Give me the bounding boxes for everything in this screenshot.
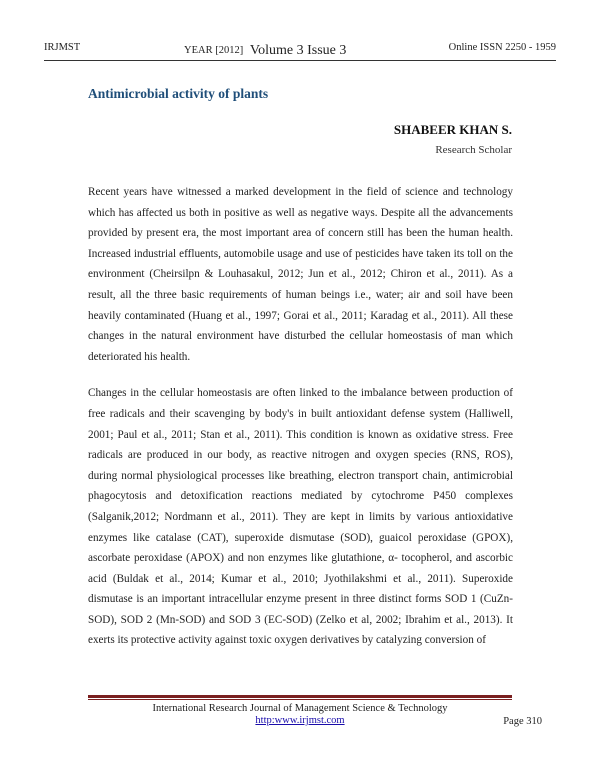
paragraph: Recent years have witnessed a marked development in the field of science and technology which has affected us both in positive as well as negative ways. Despite all the advancements provided by present era, the most important area of concern still has been the human health. Increased industrial effluents, automobile usage and use of pesticides have taken its toll on the environment (Cheirsilpn & Louhasakul, 2012; Jun et al., 2012; Chiron et al., 2011). As a result, all the three basic requirements of human beings i.e., water; air and soil have been heavily contaminated (Huang et al., 1997; Gorai et al., 2011; Karadag et al., 2011). All these changes in the natural environment have disturbed the cellular homeostasis of man which deteriorated his health.	[88, 186, 513, 363]
author-role: Research Scholar	[435, 144, 512, 156]
volume-label: Volume 3 Issue 3	[249, 43, 347, 58]
page-number: Page 310	[503, 716, 542, 727]
journal-abbrev: IRJMST	[44, 42, 81, 53]
footer-journal-name: International Research Journal of Management Science & Technology	[152, 703, 448, 714]
footer-divider-thick	[88, 695, 512, 698]
author-name: SHABEER KHAN S.	[393, 122, 512, 137]
paragraph: Changes in the cellular homeostasis are often linked to the imbalance between production of free radicals and their scavenging by body's in built antioxidant defense system (Halliwell, 2001; Paul et al., 2011; Stan et al., 2011). This condition is known as oxidative stress. Free radicals are produced in our body, as reactive nitrogen and oxygen species (RNS, ROS), during normal physiological processes like breathing, electron transport chain, antimicrobial phagocytosis and detoxification reactions mediated by cytochrome P450 complexes (Salganik,2012; Nordmann et al., 2011). They are kept in limits by various antioxidative enzymes like catalase (CAT), superoxide dismutase (SOD), guaicol peroxidase (GPOX), ascorbate peroxidase (APOX) and non enzymes like glutathione, α- tocopherol, and ascorbic acid (Buldak et al., 2014; Kumar et al., 2010; Jyothilakshmi et al., 2011). Superoxide dismutase is an important intracellular enzyme present in three distinct forms SOD 1 (CuZn-SOD), SOD 2 (Mn-SOD) and SOD 3 (EC-SOD) (Zelko et al, 2002; Ibrahim et al., 2013). It exerts its protective activity against toxic oxygen derivatives by catalyzing conversion of	[88, 387, 513, 647]
year-label: YEAR [2012]	[184, 45, 244, 56]
article-body	[88, 182, 513, 667]
page-header	[44, 38, 556, 60]
article-title: Antimicrobial activity of plants	[88, 86, 269, 101]
issn-label: Online ISSN 2250 - 1959	[448, 42, 556, 53]
footer-divider-thin	[88, 699, 512, 700]
header-divider	[44, 60, 556, 61]
footer-link[interactable]: http:www.irjmst.com	[255, 715, 345, 726]
issue-info	[184, 42, 346, 58]
